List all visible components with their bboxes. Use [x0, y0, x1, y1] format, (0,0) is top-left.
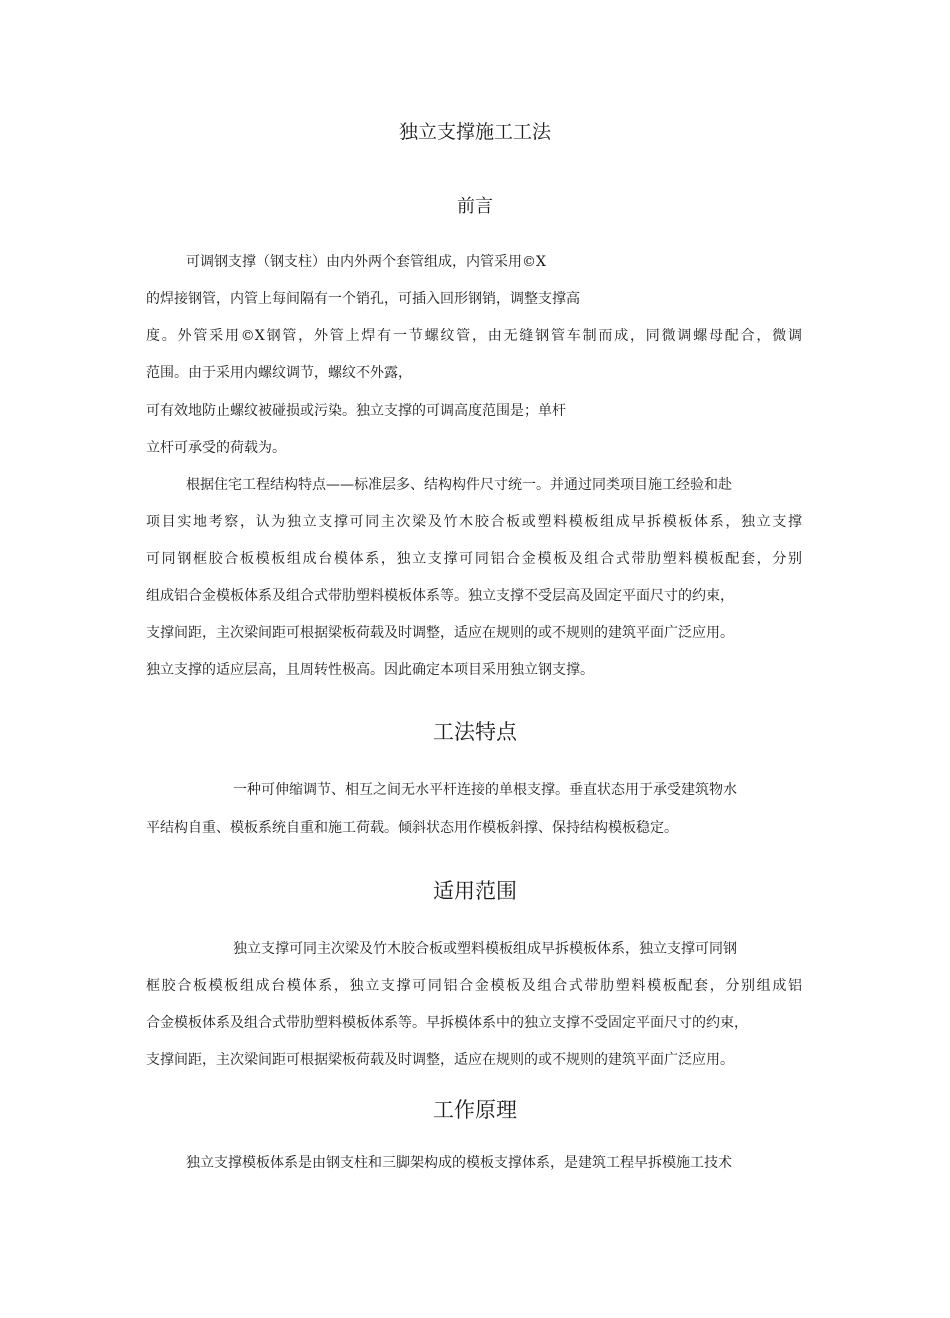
paragraph-line: 组成铝合金模板体系及组合式带肋塑料模板体系等。独立支撑不受层高及固定平面尺寸的约束，	[146, 588, 734, 604]
paragraph-line: 可同钢框胶合板模板组成台模体系，独立支撑可同铝合金模板及组合式带肋塑料模板配套，分别	[146, 551, 802, 567]
paragraph-line: 独立支撑的适应层高，且周转性极高。因此确定本项目采用独立钢支撑。	[146, 662, 594, 678]
paragraph-line: 范围。由于采用内螺纹调节，螺纹不外露，	[146, 365, 412, 381]
paragraph-line: 度。外管采用©X钢管，外管上焊有一节螺纹管，由无缝钢管车制而成，同微调螺母配合，微调	[146, 328, 802, 344]
paragraph-line: 项目实地考察，认为独立支撑可同主次梁及竹木胶合板或塑料模板组成早拆模板体系，独立支撑	[146, 514, 802, 530]
document-title: 独立支撑施工工法	[398, 121, 551, 143]
section-heading-principle: 工作原理	[433, 1098, 517, 1122]
paragraph-line: 支撑间距，主次梁间距可根据梁板荷载及时调整，适应在规则的或不规则的建筑平面广泛应用。	[146, 1052, 734, 1068]
paragraph-line: 独立支撑模板体系是由钢支柱和三脚架构成的模板支撑体系，是建筑工程早拆模施工技术	[186, 1155, 732, 1171]
paragraph-line: 独立支撑可同主次梁及竹木胶合板或塑料模板组成早拆模板体系，独立支撑可同钢	[233, 941, 737, 957]
paragraph-line: 根据住宅工程结构特点——标准层多、结构构件尺寸统一。并通过同类项目施工经验和赴	[186, 477, 732, 493]
paragraph-line: 可有效地防止螺纹被碰损或污染。独立支撑的可调高度范围是；单杆	[146, 403, 566, 419]
paragraph-line: 可调钢支撑（钢支柱）由内外两个套管组成，内管采用©X	[186, 254, 546, 270]
paragraph-line: 立杆可承受的荷载为。	[146, 440, 286, 456]
paragraph-line: 的焊接钢管，内管上每间隔有一个销孔，可插入回形钢销，调整支撑高	[146, 291, 580, 307]
paragraph-line: 合金模板体系及组合式带肋塑料模板体系等。早拆模体系中的独立支撑不受固定平面尺寸的约束，	[146, 1015, 748, 1031]
section-heading-preface: 前言	[457, 196, 493, 217]
paragraph-line: 一种可伸缩调节、相互之间无水平杆连接的单根支撑。垂直状态用于承受建筑物水	[233, 782, 737, 798]
section-heading-scope: 适用范围	[433, 879, 517, 903]
paragraph-line: 支撑间距，主次梁间距可根据梁板荷载及时调整，适应在规则的或不规则的建筑平面广泛应用。	[146, 625, 734, 641]
paragraph-line: 平结构自重、模板系统自重和施工荷载。倾斜状态用作模板斜撑、保持结构模板稳定。	[146, 820, 678, 836]
section-heading-features: 工法特点	[433, 720, 517, 744]
paragraph-line: 框胶合板模板组成台模体系，独立支撑可同铝合金模板及组合式带肋塑料模板配套，分别组成铝	[146, 978, 802, 994]
